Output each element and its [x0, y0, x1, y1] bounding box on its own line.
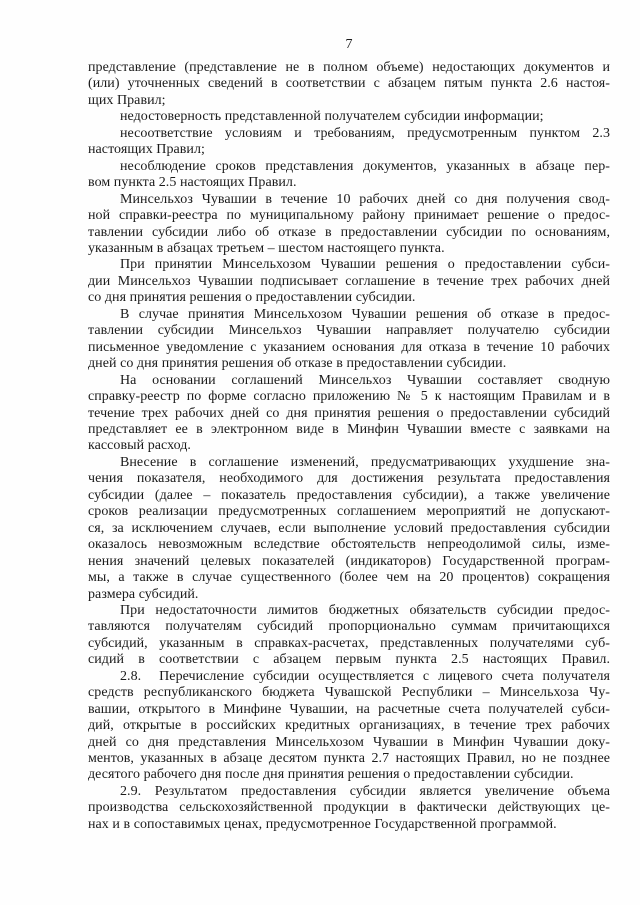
text-line: кассовый расход. [88, 438, 191, 454]
text-line: сроков реализации предусмотренных соглашением мероприятий не допускают- [88, 504, 610, 520]
text-line: указанным в абзацах третьем – шестом настоящего пункта. [88, 240, 445, 256]
paragraph [88, 603, 610, 784]
text-line: субсидий, указанным в справках-расчетах, представленных получателями суб- [88, 635, 610, 651]
text-line: средств республиканского бюджета Чувашской Республики – Минсельхоза Чу- [88, 685, 610, 701]
paragraph [88, 109, 610, 125]
text-line: В случае принятия Минсельхозом Чувашии решения об отказе в предос- [120, 306, 610, 322]
text-line: со дня принятия решения о предоставлении субсидии. [88, 290, 416, 306]
text-line: тавляются получателям субсидий пропорционально суммам причитающихся [88, 619, 610, 635]
text-line: Внесение в соглашение изменений, предусматривающих ухудшение зна- [120, 454, 610, 470]
text-line: ментов, указанных в абзаце десятом пункта 2.7 настоящих Правил, но не позднее [88, 751, 610, 767]
paragraph [88, 126, 610, 159]
text-line: дней со дня принятия решения об отказе в предоставлении субсидии. [88, 356, 507, 372]
text-line: несоблюдение сроков представления документов, указанных в абзаце пер- [120, 158, 610, 174]
text-line: справку-реестр по форме согласно приложению № 5 к настоящим Правилам и в [88, 389, 610, 405]
text-line: щих Правил; [88, 92, 166, 108]
paragraph [88, 455, 610, 603]
paragraph [88, 257, 610, 306]
text-line: десятого рабочего дня после дня принятия решения о предоставлении субсидии. [88, 767, 574, 783]
paragraph [88, 784, 610, 833]
text-line: тавлении субсидии Минсельхоз Чувашии направляет получателю субсидии [88, 323, 610, 339]
text-line: Минсельхоз Чувашии в течение 10 рабочих дней со дня получения свод- [120, 191, 610, 207]
text-line: несоответствие условиям и требованиям, предусмотренным пунктом 2.3 [120, 125, 610, 141]
paragraph [88, 373, 610, 455]
page-number: 7 [345, 37, 353, 52]
text-line: представление (представление не в полном объеме) недостающих документов и [88, 60, 610, 75]
text-line: ся, за исключением случаев, если выполнение условий предоставления субсидии [88, 520, 610, 536]
text-line: нах и в сопоставимых ценах, предусмотренное Государственной программой. [88, 816, 557, 832]
text-line: При недостаточности лимитов бюджетных обязательств субсидии предос- [120, 602, 610, 618]
text-line: нения значений целевых показателей (индикаторов) Государственной програм- [88, 553, 610, 569]
text-line: сидий в соответствии с абзацем первым пункта 2.5 настоящих Правил. [88, 652, 610, 668]
text-line: чения показателя, необходимого для достижения результата предоставления [88, 471, 610, 487]
text-line: ной справки-реестра по муниципальному району принимает решение о предос- [88, 208, 610, 224]
text-line: (или) уточненных сведений в соответствии с абзацем пятым пункта 2.6 настоя- [88, 76, 610, 92]
text-line: дии Минсельхоз Чувашии подписывает соглашение в течение трех рабочих дней [88, 273, 610, 289]
text-line: течение трех рабочих дней со дня принятия решения о предоставлении субсидий [88, 405, 610, 421]
text-line: настоящих Правил; [88, 142, 205, 158]
text-line: дней со дня представления Минсельхозом Чувашии в Минфин Чувашии доку- [88, 734, 610, 750]
text-line: дий, открытые в российских кредитных организациях, в течение трех рабочих [88, 718, 610, 734]
text-line: письменное уведомление с указанием основания для отказа в течение 10 рабочих [88, 339, 610, 355]
text-line: оказалось невозможным вследствие обстоятельств непреодолимой силы, изме- [88, 537, 610, 553]
text-line: вашии, открытого в Минфине Чувашии, на расчетные счета получателей субси- [88, 701, 610, 717]
paragraph [88, 60, 610, 109]
text-line: тавлении субсидии либо об отказе в предоставлении субсидии по основаниям, [88, 224, 610, 240]
text-line: мы, а также в случае существенного (более чем на 20 процентов) сокращения [88, 570, 610, 586]
text-line: вом пункта 2.5 настоящих Правил. [88, 175, 297, 191]
text-line: 2.9. Результатом предоставления субсидии является увеличение объема [120, 783, 610, 799]
text-line: представляет ее в электронном виде в Минфин Чувашии вместе с заявками на [88, 421, 610, 437]
text-line: недостоверность представленной получателем субсидии информации; [120, 109, 544, 125]
text-line: производства сельскохозяйственной продукции в фактически действующих це- [88, 800, 610, 816]
text-line: размера субсидий. [88, 586, 199, 602]
text-line: субсидии (далее – показатель предоставления субсидии), а также увеличение [88, 487, 610, 503]
text-block [88, 60, 610, 833]
paragraph [88, 159, 610, 192]
text-line: 2.8. Перечисление субсидии осуществляется с лицевого счета получателя [120, 668, 610, 684]
text-line: При принятии Минсельхозом Чувашии решения о предоставлении субси- [120, 257, 610, 273]
text-line: На основании соглашений Минсельхоз Чувашии составляет сводную [120, 372, 610, 388]
paragraph [88, 307, 610, 373]
paragraph [88, 192, 610, 258]
